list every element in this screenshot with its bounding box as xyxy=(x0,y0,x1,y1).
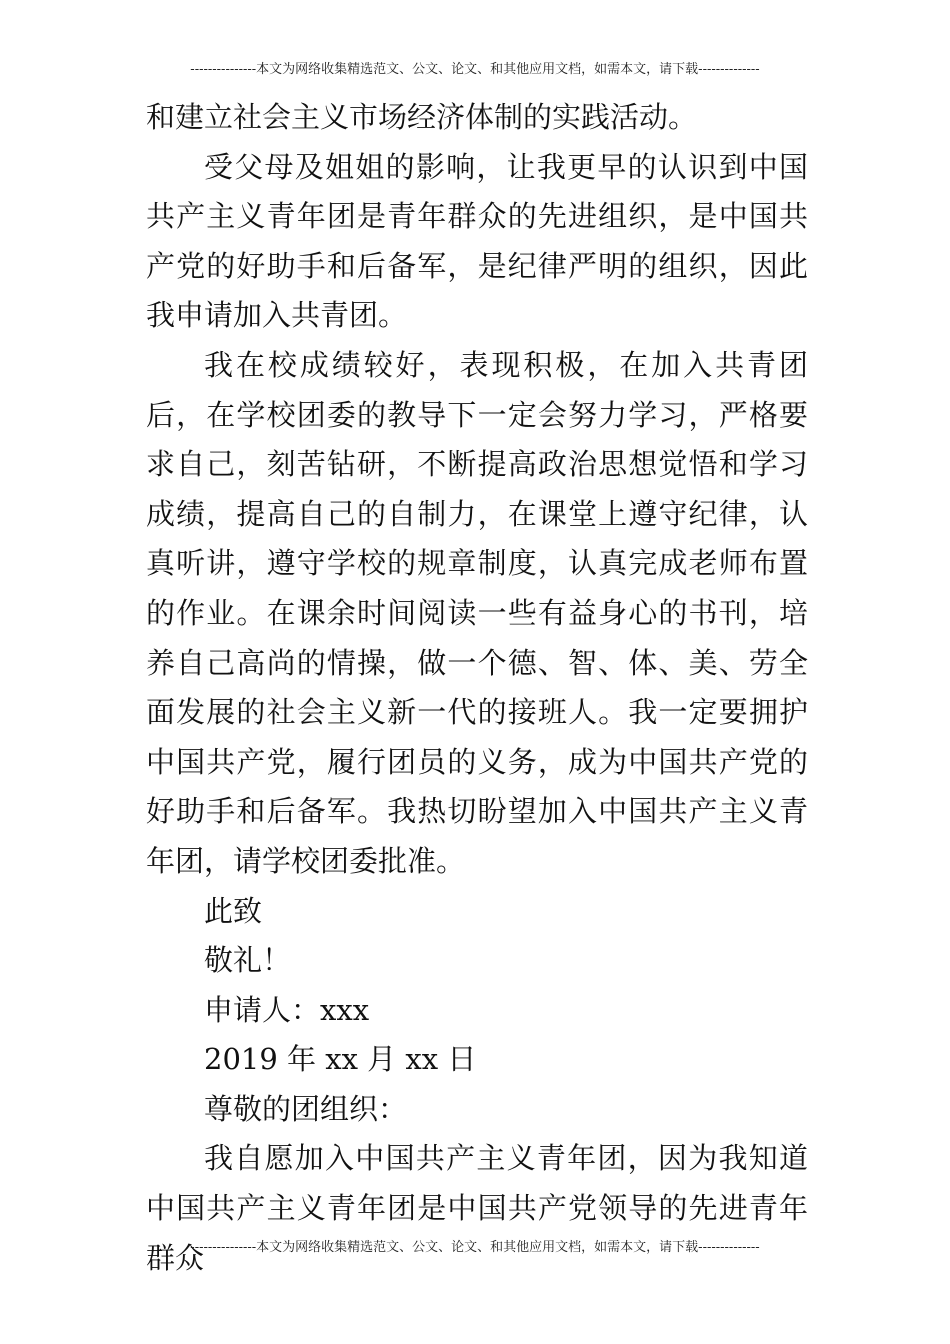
paragraph-influence: 受父母及姐姐的影响，让我更早的认识到中国共产主义青年团是青年群众的先进组织，是中国共产党的好助手和后备军，是纪律严明的组织，因此我申请加入共青团。 xyxy=(146,149,808,333)
paragraph-continuation: 和建立社会主义市场经济体制的实践活动。 xyxy=(146,100,698,134)
applicant-line: 申请人：xxx xyxy=(204,992,370,1027)
paragraph-second-letter: 我自愿加入中国共产主义青年团，因为我知道中国共产主义青年团是中国共产党领导的先进青年群众 xyxy=(146,1141,808,1275)
closing-jingli: 敬礼！ xyxy=(204,943,292,978)
footer-banner: ---------------本文为网络收集精选范文、公文、论文、和其他应用文档，如需本文，请下载-------------- xyxy=(190,1240,760,1255)
document-body xyxy=(146,93,808,1283)
date-line: 2019 年 xx 月 xx 日 xyxy=(204,1042,477,1077)
salutation-line: 尊敬的团组织： xyxy=(204,1091,408,1126)
closing-cizhi: 此致 xyxy=(204,893,263,928)
header-banner: ---------------本文为网络收集精选范文、公文、论文、和其他应用文档，如需本文，请下载-------------- xyxy=(190,62,760,77)
paragraph-commitment: 我在校成绩较好，表现积极，在加入共青团后，在学校团委的教导下一定会努力学习，严格要求自己，刻苦钻研，不断提高政治思想觉悟和学习成绩，提高自己的自制力，在课堂上遵守纪律，认真听讲，遵守学校的规章制度，认真完成老师布置的作业。在课余时间阅读一些有益身心的书刊，培养自己高尚的情操，做一个德、智、体、美、劳全面发展的社会主义新一代的接班人。我一定要拥护中国共产党，履行团员的义务，成为中国共产党的好助手和后备军。我热切盼望加入中国共产主义青年团，请学校团委批准。 xyxy=(146,347,808,878)
